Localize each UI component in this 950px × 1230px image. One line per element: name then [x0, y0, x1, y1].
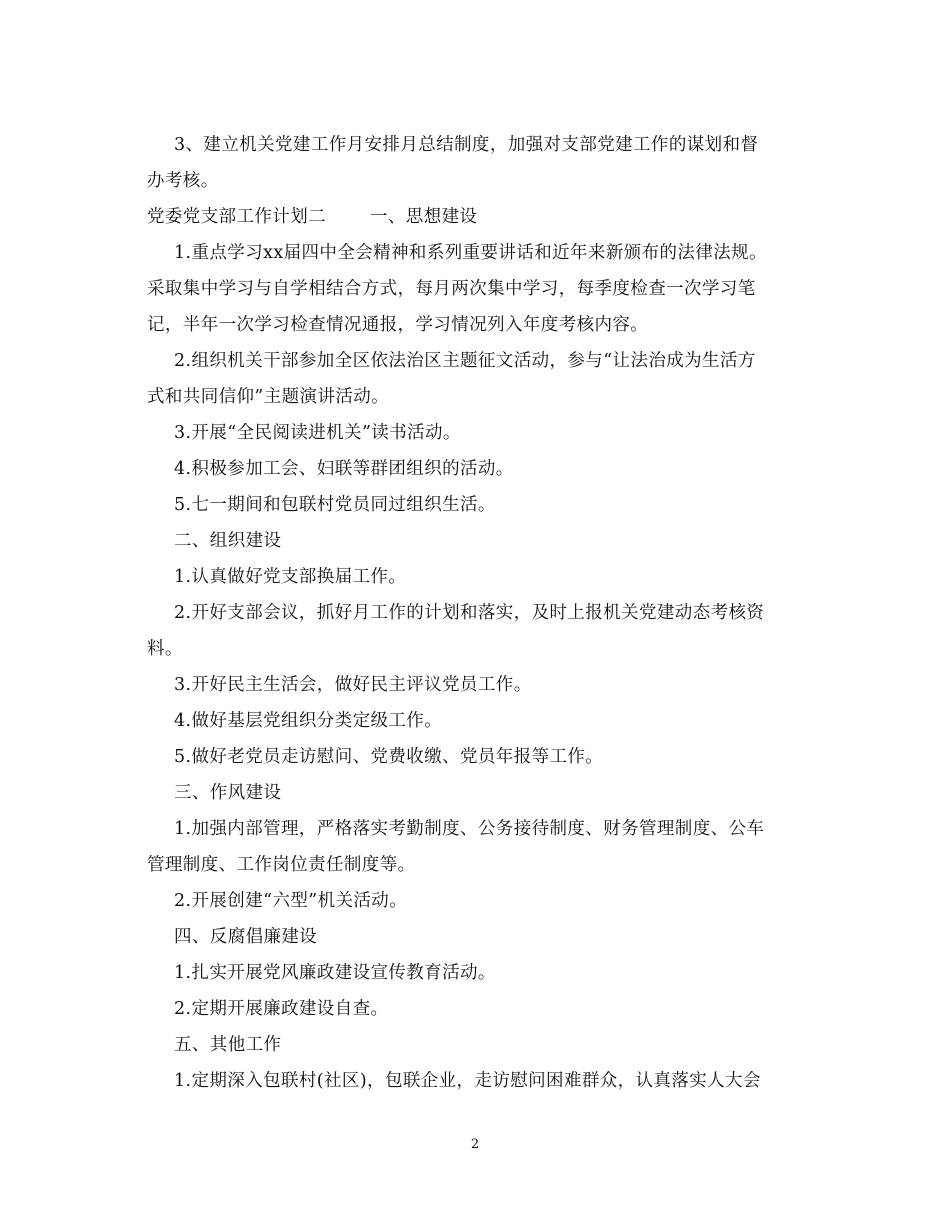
paragraph-line: 3.开展“全民阅读进机关”读书活动。 [174, 423, 461, 443]
paragraph-line: 管理制度、工作岗位责任制度等。 [147, 855, 416, 875]
paragraph-line: 式和共同信仰”主题演讲活动。 [147, 387, 390, 407]
paragraph-line: 2.开好支部会议，抓好月工作的计划和落实，及时上报机关党建动态考核资 [174, 603, 765, 623]
paragraph-line: 采取集中学习与自学相结合方式，每月两次集中学习，每季度检查一次学习笔 [147, 279, 756, 299]
plan-heading-line [147, 199, 807, 235]
paragraph-line: 4.做好基层党组织分类定级工作。 [174, 711, 443, 731]
paragraph-line: 1.加强内部管理，严格落实考勤制度、公务接待制度、财务管理制度、公车 [174, 819, 765, 839]
section-heading: 二、组织建设 [174, 531, 282, 551]
paragraph-line: 记，半年一次学习检查情况通报，学习情况列入年度考核内容。 [147, 315, 649, 335]
paragraph-line: 2.开展创建“六型”机关活动。 [174, 891, 408, 911]
section-heading: 三、作风建设 [174, 783, 282, 803]
paragraph-line: 1.扎实开展党风廉政建设宣传教育活动。 [174, 963, 496, 983]
section-heading: 一、思想建设 [370, 207, 478, 227]
paragraph-line: 4.积极参加工会、妇联等群团组织的活动。 [174, 459, 514, 479]
section-heading: 四、反腐倡廉建设 [174, 927, 318, 947]
paragraph-line: 1.认真做好党支部换届工作。 [174, 567, 407, 587]
page-number: 2 [470, 1137, 480, 1152]
paragraph-line: 办考核。 [147, 171, 219, 191]
document-body [147, 127, 807, 1099]
paragraph-line: 1.定期深入包联村(社区)，包联企业，走访慰问困难群众，认真落实人大会 [174, 1071, 761, 1091]
section-heading: 五、其他工作 [174, 1035, 282, 1055]
paragraph-line: 料。 [147, 639, 183, 659]
plan-title: 党委党支部工作计划二 [147, 207, 326, 227]
paragraph-line: 2.组织机关干部参加全区依法治区主题征文活动，参与“让法治成为生活方 [174, 351, 756, 371]
paragraph-line: 5.做好老党员走访慰问、党费收缴、党员年报等工作。 [174, 747, 604, 767]
paragraph-line: 2.定期开展廉政建设自查。 [174, 999, 389, 1019]
paragraph-line: 3、建立机关党建工作月安排月总结制度，加强对支部党建工作的谋划和督 [174, 135, 759, 155]
paragraph-line: 1.重点学习xx届四中全会精神和系列重要讲话和近年来新颁布的法律法规。 [174, 243, 767, 263]
paragraph-line: 5.七一期间和包联村党员同过组织生活。 [174, 495, 496, 515]
paragraph-line: 3.开好民主生活会，做好民主评议党员工作。 [174, 675, 532, 695]
